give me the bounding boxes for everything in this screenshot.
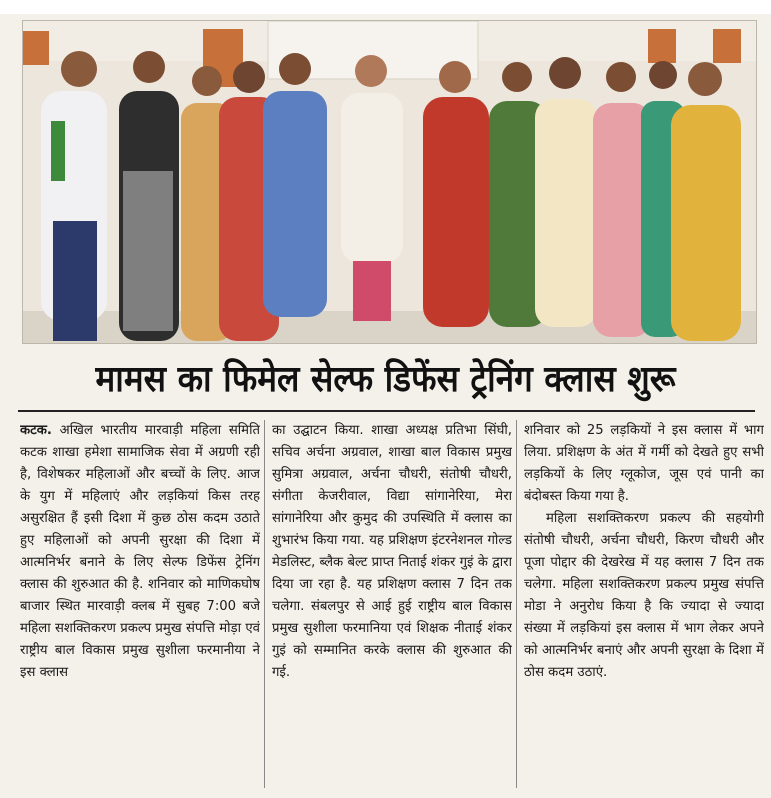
group-photo [22,20,757,344]
article-column-3 [524,420,764,792]
headline-rule [18,410,755,412]
headline: मामस का फिमेल सेल्फ डिफेंस ट्रेनिंग क्लास शुरू [95,359,676,400]
article-column-1 [20,420,260,792]
column-divider [264,420,265,788]
article-col1-text: अखिल भारतीय मारवाड़ी महिला समिति कटक शाखा हमेशा सामाजिक सेवा में अग्रणी रही है, विशेषकर महिलाओं और बच्चों के लिए. आज के युग में महिलाएं और लड़कियां किस तरह असुरक्षित हैं इसी दिशा में कुछ ठोस कदम उठाते हुए महिलाओं को अपनी सुरक्षा की दिशा में आत्मनिर्भर बनाने के लिए सेल्फ डिफेंस ट्रेनिंग क्लास की शुरुआत की है. शनिवार को माणिकघोष बाजार स्थित मारवाड़ी क्लब में सुबह 7:00 बजे महिला सशक्तिकरण प्रकल्प प्रमुख संपत्ति मोड़ा एवं राष्ट्रीय बाल विकास प्रमुख सुशीला फरमानीया ने इस क्लास [20,423,260,680]
column-divider [516,420,517,788]
article-col3-text-1: शनिवार को 25 लड़कियों ने इस क्लास में भाग लिया. प्रशिक्षण के अंत में गर्मी को देखते हुए सभी लड़कियों के लिए ग्लूकोज, जूस एवं पानी का बंदोबस्त किया गया है. [524,423,764,504]
clipped-top-strip [0,0,771,14]
group-photo-illustration [23,21,756,343]
dateline: कटक. [20,423,52,438]
article-column-2 [272,420,512,792]
article-col3-text-2: महिला सशक्तिकरण प्रकल्प की सहयोगी संतोषी चौधरी, अर्चना चौधरी, किरण चौधरी और पूजा पोद्दार की देखरेख में यह क्लास 7 दिन तक चलेगा. महिला सशक्तिकरण प्रकल्प प्रमुख संपत्ति मोडा ने अनुरोध किया है कि ज्यादा से ज्यादा संख्या में लड़कियां इस क्लास में भाग लेकर अपने को आत्मनिर्भर बनाएं और अपनी सुरक्षा के दिशा में ठोस कदम उठाएं. [524,511,764,680]
article-col2-text: का उद्घाटन किया. शाखा अध्यक्ष प्रतिभा सिंघी, सचिव अर्चना अग्रवाल, शाखा बाल विकास प्रमुख सुमित्रा अग्रवाल, अर्चना चौधरी, संतोषी चौधरी, संगीता केजरीवाल, विद्या सांगानेरिया, मेरा सांगानेरिया और कुमुद की उपस्थिति में क्लास का शुभारंभ किया गया. यह प्रशिक्षण इंटरनेशनल गोल्ड मेडलिस्ट, ब्लैक बेल्ट प्राप्त निताई शंकर गुइं के द्वारा दिया जा रहा है. यह प्रशिक्षण क्लास 7 दिन तक चलेगा. संबलपुर से आई हुई राष्ट्रीय बाल विकास प्रमुख सुशीला फरमानिया एवं शिक्षक नीताई शंकर गुइं को सम्मानित करके क्लास की शुरुआत की गई. [272,423,512,680]
